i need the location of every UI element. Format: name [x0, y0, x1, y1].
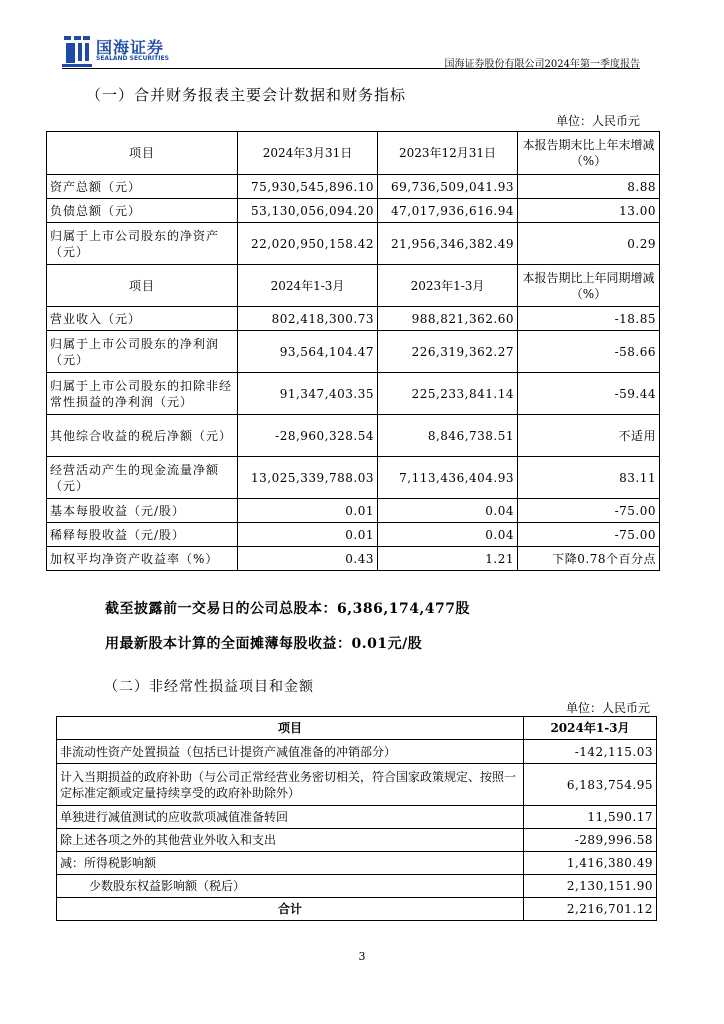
row-label: 归属于上市公司股东的扣除非经常性损益的净利润（元） [47, 373, 238, 415]
row-label: 非流动性资产处置损益（包括已计提资产减值准备的冲销部分） [57, 740, 524, 764]
row-label: 基本每股收益（元/股） [47, 499, 238, 523]
diluted-eps-statement: 用最新股本计算的全面摊薄每股收益：0.01元/股 [105, 636, 423, 652]
header-cell: 本报告期末比上年末增减（%） [518, 132, 660, 175]
header-divider [62, 68, 640, 69]
value-cell: 7,113,436,404.93 [378, 457, 518, 499]
value-cell: -75.00 [518, 499, 660, 523]
row-label: 减：所得税影响额 [57, 852, 524, 875]
table-row [47, 175, 660, 199]
value-cell: 83.11 [518, 457, 660, 499]
logo-english-name: SEALAND SECURITIES [96, 55, 169, 62]
value-cell: 802,418,300.73 [238, 307, 378, 331]
table-header-row [57, 717, 657, 740]
value-cell: -142,115.03 [524, 740, 657, 764]
header-cell: 2023年12月31日 [378, 132, 518, 175]
row-label: 其他综合收益的税后净额（元） [47, 415, 238, 457]
row-label: 负债总额（元） [47, 199, 238, 223]
page-number: 3 [358, 950, 366, 963]
value-cell: 2,130,151.90 [524, 875, 657, 898]
value-cell: 47,017,936,616.94 [378, 199, 518, 223]
table-row [57, 852, 657, 875]
value-cell: 0.04 [378, 523, 518, 547]
value-cell: 8,846,738.51 [378, 415, 518, 457]
value-cell: 21,956,346,382.49 [378, 223, 518, 265]
non-recurring-items-table [56, 716, 657, 921]
value-cell: 0.01 [238, 523, 378, 547]
value-cell: 0.29 [518, 223, 660, 265]
header-cell: 2024年1-3月 [524, 717, 657, 740]
value-cell: 22,020,950,158.42 [238, 223, 378, 265]
value-cell: 91,347,403.35 [238, 373, 378, 415]
header-cell: 项目 [57, 717, 524, 740]
total-label: 合计 [57, 898, 524, 921]
total-row [57, 898, 657, 921]
value-cell: 93,564,104.47 [238, 331, 378, 373]
table-row [47, 307, 660, 331]
value-cell: 69,736,509,041.93 [378, 175, 518, 199]
table-row [47, 523, 660, 547]
value-cell: 不适用 [518, 415, 660, 457]
header-cell: 项目 [47, 265, 238, 307]
value-cell: -59.44 [518, 373, 660, 415]
section1-unit: 单位：人民币元 [555, 114, 640, 128]
value-cell: -58.66 [518, 331, 660, 373]
table-row [47, 547, 660, 571]
value-cell: -289,996.58 [524, 829, 657, 852]
row-label: 资产总额（元） [47, 175, 238, 199]
value-cell: 0.43 [238, 547, 378, 571]
table-row [47, 331, 660, 373]
header-cell: 2023年1-3月 [378, 265, 518, 307]
value-cell: 6,183,754.95 [524, 764, 657, 806]
value-cell: -75.00 [518, 523, 660, 547]
value-cell: 0.01 [238, 499, 378, 523]
total-value: 2,216,701.12 [524, 898, 657, 921]
section2-title: （二）非经常性损益项目和金额 [104, 679, 314, 695]
row-label: 加权平均净资产收益率（%） [47, 547, 238, 571]
logo-chinese-name: 国海证券 [96, 38, 165, 57]
page-header [0, 0, 724, 70]
row-label: 稀释每股收益（元/股） [47, 523, 238, 547]
value-cell: -18.85 [518, 307, 660, 331]
value-cell: 11,590.17 [524, 806, 657, 829]
table-row [47, 199, 660, 223]
value-cell: 0.04 [378, 499, 518, 523]
company-logo [62, 34, 172, 70]
row-label: 归属于上市公司股东的净利润（元） [47, 331, 238, 373]
table-row [57, 806, 657, 829]
table-row [47, 373, 660, 415]
row-label: 少数股东权益影响额（税后） [57, 875, 524, 898]
row-label: 除上述各项之外的其他营业外收入和支出 [57, 829, 524, 852]
value-cell: 13.00 [518, 199, 660, 223]
value-cell: 988,821,362.60 [378, 307, 518, 331]
report-title: 国海证券股份有限公司2024年第一季度报告 [444, 59, 640, 70]
value-cell: 226,319,362.27 [378, 331, 518, 373]
table-row [57, 740, 657, 764]
row-label: 营业收入（元） [47, 307, 238, 331]
value-cell: 8.88 [518, 175, 660, 199]
header-cell: 2024年1-3月 [238, 265, 378, 307]
table-row [47, 499, 660, 523]
section2-unit: 单位：人民币元 [565, 701, 650, 715]
section1-title: （一）合并财务报表主要会计数据和财务指标 [86, 86, 407, 104]
table-row [57, 875, 657, 898]
table-header-row [47, 132, 660, 175]
value-cell: 下降0.78个百分点 [518, 547, 660, 571]
value-cell: 1.21 [378, 547, 518, 571]
table-row [47, 457, 660, 499]
value-cell: 53,130,056,094.20 [238, 199, 378, 223]
value-cell: 75,930,545,896.10 [238, 175, 378, 199]
key-financial-data-table [46, 131, 660, 571]
table-row [57, 764, 657, 806]
value-cell: -28,960,328.54 [238, 415, 378, 457]
total-shares-statement: 截至披露前一交易日的公司总股本：6,386,174,477股 [105, 601, 471, 617]
row-label: 归属于上市公司股东的净资产（元） [47, 223, 238, 265]
table-header-row [47, 265, 660, 307]
value-cell: 13,025,339,788.03 [238, 457, 378, 499]
row-label: 单独进行减值测试的应收款项减值准备转回 [57, 806, 524, 829]
header-cell: 项目 [47, 132, 238, 175]
header-cell: 本报告期比上年同期增减（%） [518, 265, 660, 307]
header-cell: 2024年3月31日 [238, 132, 378, 175]
row-label: 经营活动产生的现金流量净额（元） [47, 457, 238, 499]
table-row [57, 829, 657, 852]
value-cell: 225,233,841.14 [378, 373, 518, 415]
row-label: 计入当期损益的政府补助（与公司正常经营业务密切相关，符合国家政策规定、按照一定标准定额或定量持续享受的政府补助除外） [57, 764, 524, 806]
table-row [47, 223, 660, 265]
logo-mark-icon [62, 34, 92, 68]
value-cell: 1,416,380.49 [524, 852, 657, 875]
table-row [47, 415, 660, 457]
